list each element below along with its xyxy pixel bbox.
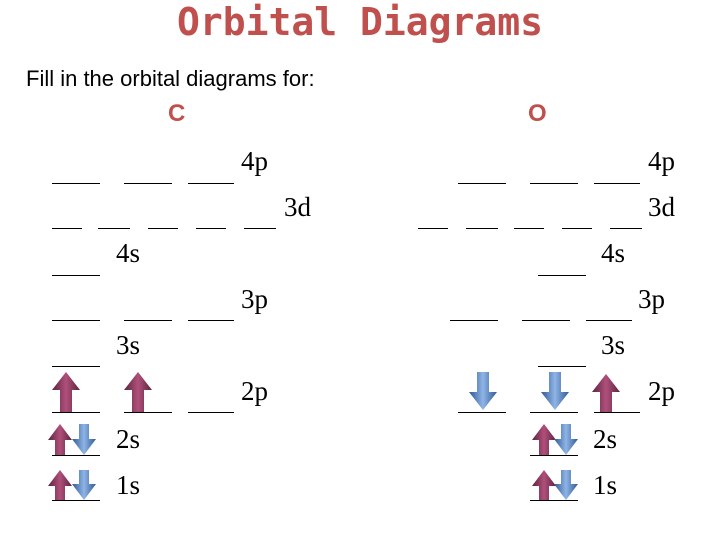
orbital-label-1s-right: 1s: [593, 470, 618, 500]
spin-up-arrow-icon: [52, 372, 80, 412]
orbital-label-2s-right: 2s: [593, 424, 618, 454]
orbital-label-4s-right: 4s: [601, 238, 626, 268]
spin-down-arrow-icon: [541, 372, 569, 410]
spin-up-arrow-icon: [532, 424, 556, 455]
spin-up-arrow-icon: [592, 374, 620, 412]
orbital-label-3d-right: 3d: [648, 192, 675, 222]
orbital-label-3s-left: 3s: [116, 330, 141, 360]
orbital-label-3d-left: 3d: [284, 192, 311, 222]
orbital-label-4p-right: 4p: [648, 146, 675, 176]
orbital-label-3p-right: 3p: [638, 284, 665, 314]
page-title: Orbital Diagrams: [176, 0, 544, 44]
spin-down-arrow-icon: [554, 424, 578, 455]
spin-down-arrow-icon: [72, 470, 96, 500]
orbital-label-3s-right: 3s: [601, 330, 626, 360]
spin-up-arrow-icon: [124, 372, 152, 412]
orbital-label-2s-left: 2s: [116, 424, 141, 454]
element-symbol-left: C: [168, 100, 186, 127]
orbital-label-3p-left: 3p: [241, 284, 268, 314]
spin-down-arrow-icon: [469, 372, 497, 410]
spin-up-arrow-icon: [48, 424, 72, 455]
spin-down-arrow-icon: [554, 470, 578, 500]
orbital-label-2p-right: 2p: [648, 376, 675, 406]
element-symbol-right: O: [528, 100, 547, 127]
instruction-text: Fill in the orbital diagrams for:: [26, 66, 315, 91]
orbital-label-4s-left: 4s: [116, 238, 141, 268]
orbital-label-4p-left: 4p: [241, 146, 268, 176]
orbital-label-1s-left: 1s: [116, 470, 141, 500]
spin-down-arrow-icon: [72, 424, 96, 455]
orbital-label-2p-left: 2p: [241, 376, 268, 406]
spin-up-arrow-icon: [532, 470, 556, 500]
spin-up-arrow-icon: [48, 470, 72, 500]
